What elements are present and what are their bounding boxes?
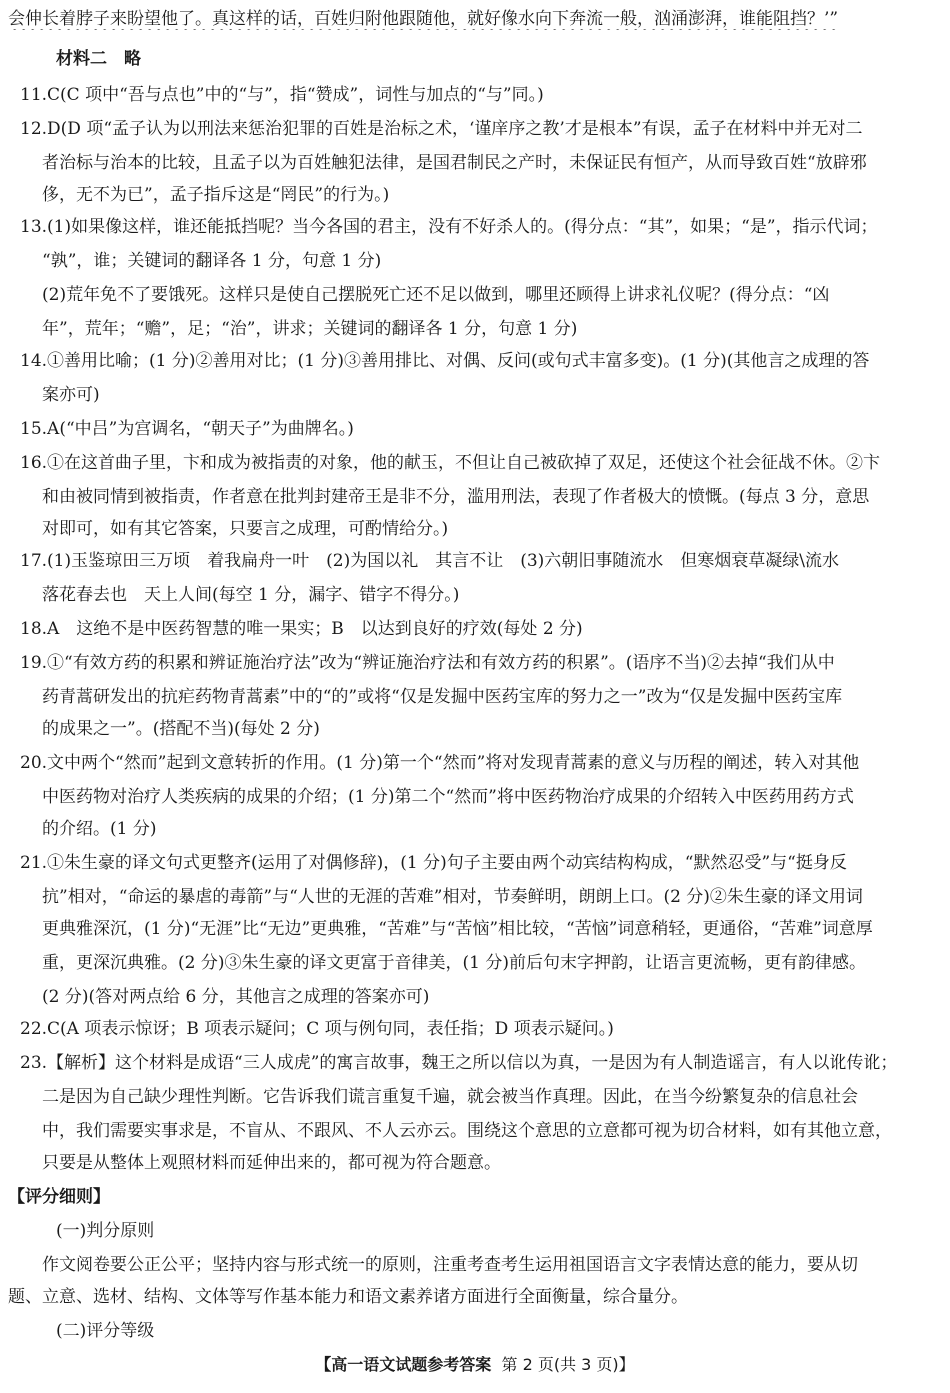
answer-line: (2 分)(答对两点给 6 分，其他言之成理的答案亦可): [42, 987, 430, 1007]
answer-line: “孰”，谁；关键词的翻译各 1 分，句意 1 分): [42, 251, 382, 271]
answer-line: 22.C(A 项表示惊讶；B 项表示疑问；C 项与例句同，表任指；D 项表示疑问。): [20, 1019, 614, 1039]
text-line: 会伸长着脖子来盼望他了。真这样的话，百姓归附他跟随他，就好像水向下奔流一般，汹涌澎湃，谁能阻挡？’”: [8, 9, 839, 29]
answer-line: 的成果之一”。(搭配不当)(每处 2 分): [42, 719, 320, 739]
subheading: (一)判分原则: [56, 1221, 155, 1241]
answer-line: 16.①在这首曲子里，卞和成为被指责的对象，他的献玉，不但让自己被砍掉了双足，还使这个社会征战不休。②卞: [20, 453, 881, 473]
answer-line: 21.①朱生豪的译文句式更整齐(运用了对偶修辞)，(1 分)句子主要由两个动宾结构构成，“默然忍受”与“挺身反: [20, 853, 847, 873]
answer-line: 侈，无不为已”，孟子指斥这是“罔民”的行为。): [42, 185, 390, 205]
answer-line: 落花春去也 天上人间(每空 1 分，漏字、错字不得分。): [42, 585, 460, 605]
answer-line: 20.文中两个“然而”起到文意转折的作用。(1 分)第一个“然而”将对发现青蒿素的意义与历程的阐述，转入对其他: [20, 753, 860, 773]
answer-line: 和由被同情到被指责，作者意在批判封建帝王是非不分，滥用刑法，表现了作者极大的愤慨。(每点 3 分，意思: [42, 487, 870, 507]
answer-line: 19.①“有效方药的积累和辨证施治疗法”改为“辨证施治疗法和有效方药的积累”。(语序不当)②去掉“我们从中: [20, 653, 835, 673]
answer-line: 重，更深沉典雅。(2 分)③朱生豪的译文更富于音律美，(1 分)前后句末字押韵，让语言更流畅，更有韵律感。: [42, 953, 866, 973]
scoring-rules-heading: 【评分细则】: [8, 1187, 110, 1207]
answer-line: 中医药物对治疗人类疾病的成果的介绍；(1 分)第二个“然而”将中医药物治疗成果的介绍转入中医药用药方式: [42, 787, 854, 807]
answer-line: 13.(1)如果像这样，谁还能抵挡呢？当今各国的君主，没有不好杀人的。(得分点：“其”，如果；“是”，指示代词；: [20, 217, 878, 237]
answer-line: 作文阅卷要公正公平；坚持内容与形式统一的原则，注重考查考生运用祖国语言文字表情达意的能力，要从切: [42, 1255, 858, 1275]
answer-line: 案亦可): [42, 385, 100, 405]
answer-line: 18.A 这绝不是中医药智慧的唯一果实；B 以达到良好的疗效(每处 2 分): [20, 619, 583, 639]
answer-line: 23.【解析】这个材料是成语“三人成虎”的寓言故事，魏王之所以信以为真，一是因为有人制造谣言，有人以讹传讹；: [20, 1053, 898, 1073]
answer-line: 药青蒿研发出的抗疟药物青蒿素”中的“的”或将“仅是发掘中医药宝库的努力之一”改为“仅是发掘中医药宝库: [42, 687, 843, 707]
answer-line: 对即可，如有其它答案，只要言之成理，可酌情给分。): [42, 519, 449, 539]
answer-line: (2)荒年免不了要饿死。这样只是使自己摆脱死亡还不足以做到，哪里还顾得上讲求礼仪呢？(得分点：“凶: [42, 285, 830, 305]
answer-line: 题、立意、选材、结构、文体等写作基本能力和语文素养诸方面进行全面衡量，综合量分。: [8, 1287, 688, 1307]
answer-line: 15.A(“中吕”为宫调名，“朝天子”为曲牌名。): [20, 419, 354, 439]
footer-page-number: 第 2 页(共 3 页)】: [501, 1355, 635, 1374]
answer-line: 的介绍。(1 分): [42, 819, 157, 839]
answer-line: 17.(1)玉鉴琼田三万顷 着我扁舟一叶 (2)为国以礼 其言不让 (3)六朝旧事随流水 但寒烟衰草凝绿\流水: [20, 551, 840, 571]
answer-line: 更典雅深沉，(1 分)“无涯”比“无边”更典雅，“苦难”与“苦恼”相比较，“苦恼”词意稍轻，更通俗，“苦难”词意厚: [42, 919, 873, 939]
answer-line: 二是因为自己缺少理性判断。它告诉我们谎言重复千遍，就会被当作真理。因此，在当今纷繁复杂的信息社会: [42, 1087, 858, 1107]
subheading: (二)评分等级: [56, 1321, 155, 1341]
answer-line: 者治标与治本的比较，且孟子以为百姓触犯法律，是国君制民之产时，未保证民有恒产，从而导致百姓“放辟邪: [42, 153, 867, 173]
answer-line: 只要是从整体上观照材料而延伸出来的，都可视为符合题意。: [42, 1153, 501, 1173]
answer-line: 抗”相对，“命运的暴虐的毒箭”与“人世的无涯的苦难”相对，节奏鲜明，朗朗上口。(2 分)②朱生豪的译文用词: [42, 887, 863, 907]
answer-line: 14.①善用比喻；(1 分)②善用对比；(1 分)③善用排比、对偶、反问(或句式丰富多变)。(1 分)(其他言之成理的答: [20, 351, 870, 371]
answer-line: 12.D(D 项“孟子认为以刑法来惩治犯罪的百姓是治标之术，‘谨庠序之教’才是根本”有误，孟子在材料中并无对二: [20, 119, 863, 139]
answer-line: 11.C(C 项中“吾与点也”中的“与”，指“赞成”，词性与加点的“与”同。): [20, 85, 544, 105]
answer-line: 中，我们需要实事求是，不盲从、不跟风、不人云亦云。围绕这个意思的立意都可视为切合材料，如有其他立意，: [42, 1121, 892, 1141]
page-footer: [0, 1355, 950, 1375]
footer-title: 【高一语文试题参考答案: [315, 1355, 492, 1374]
section-heading: 材料二 略: [56, 49, 141, 69]
answer-line: 年”，荒年；“赡”，足；“治”，讲求；关键词的翻译各 1 分，句意 1 分): [42, 319, 578, 339]
